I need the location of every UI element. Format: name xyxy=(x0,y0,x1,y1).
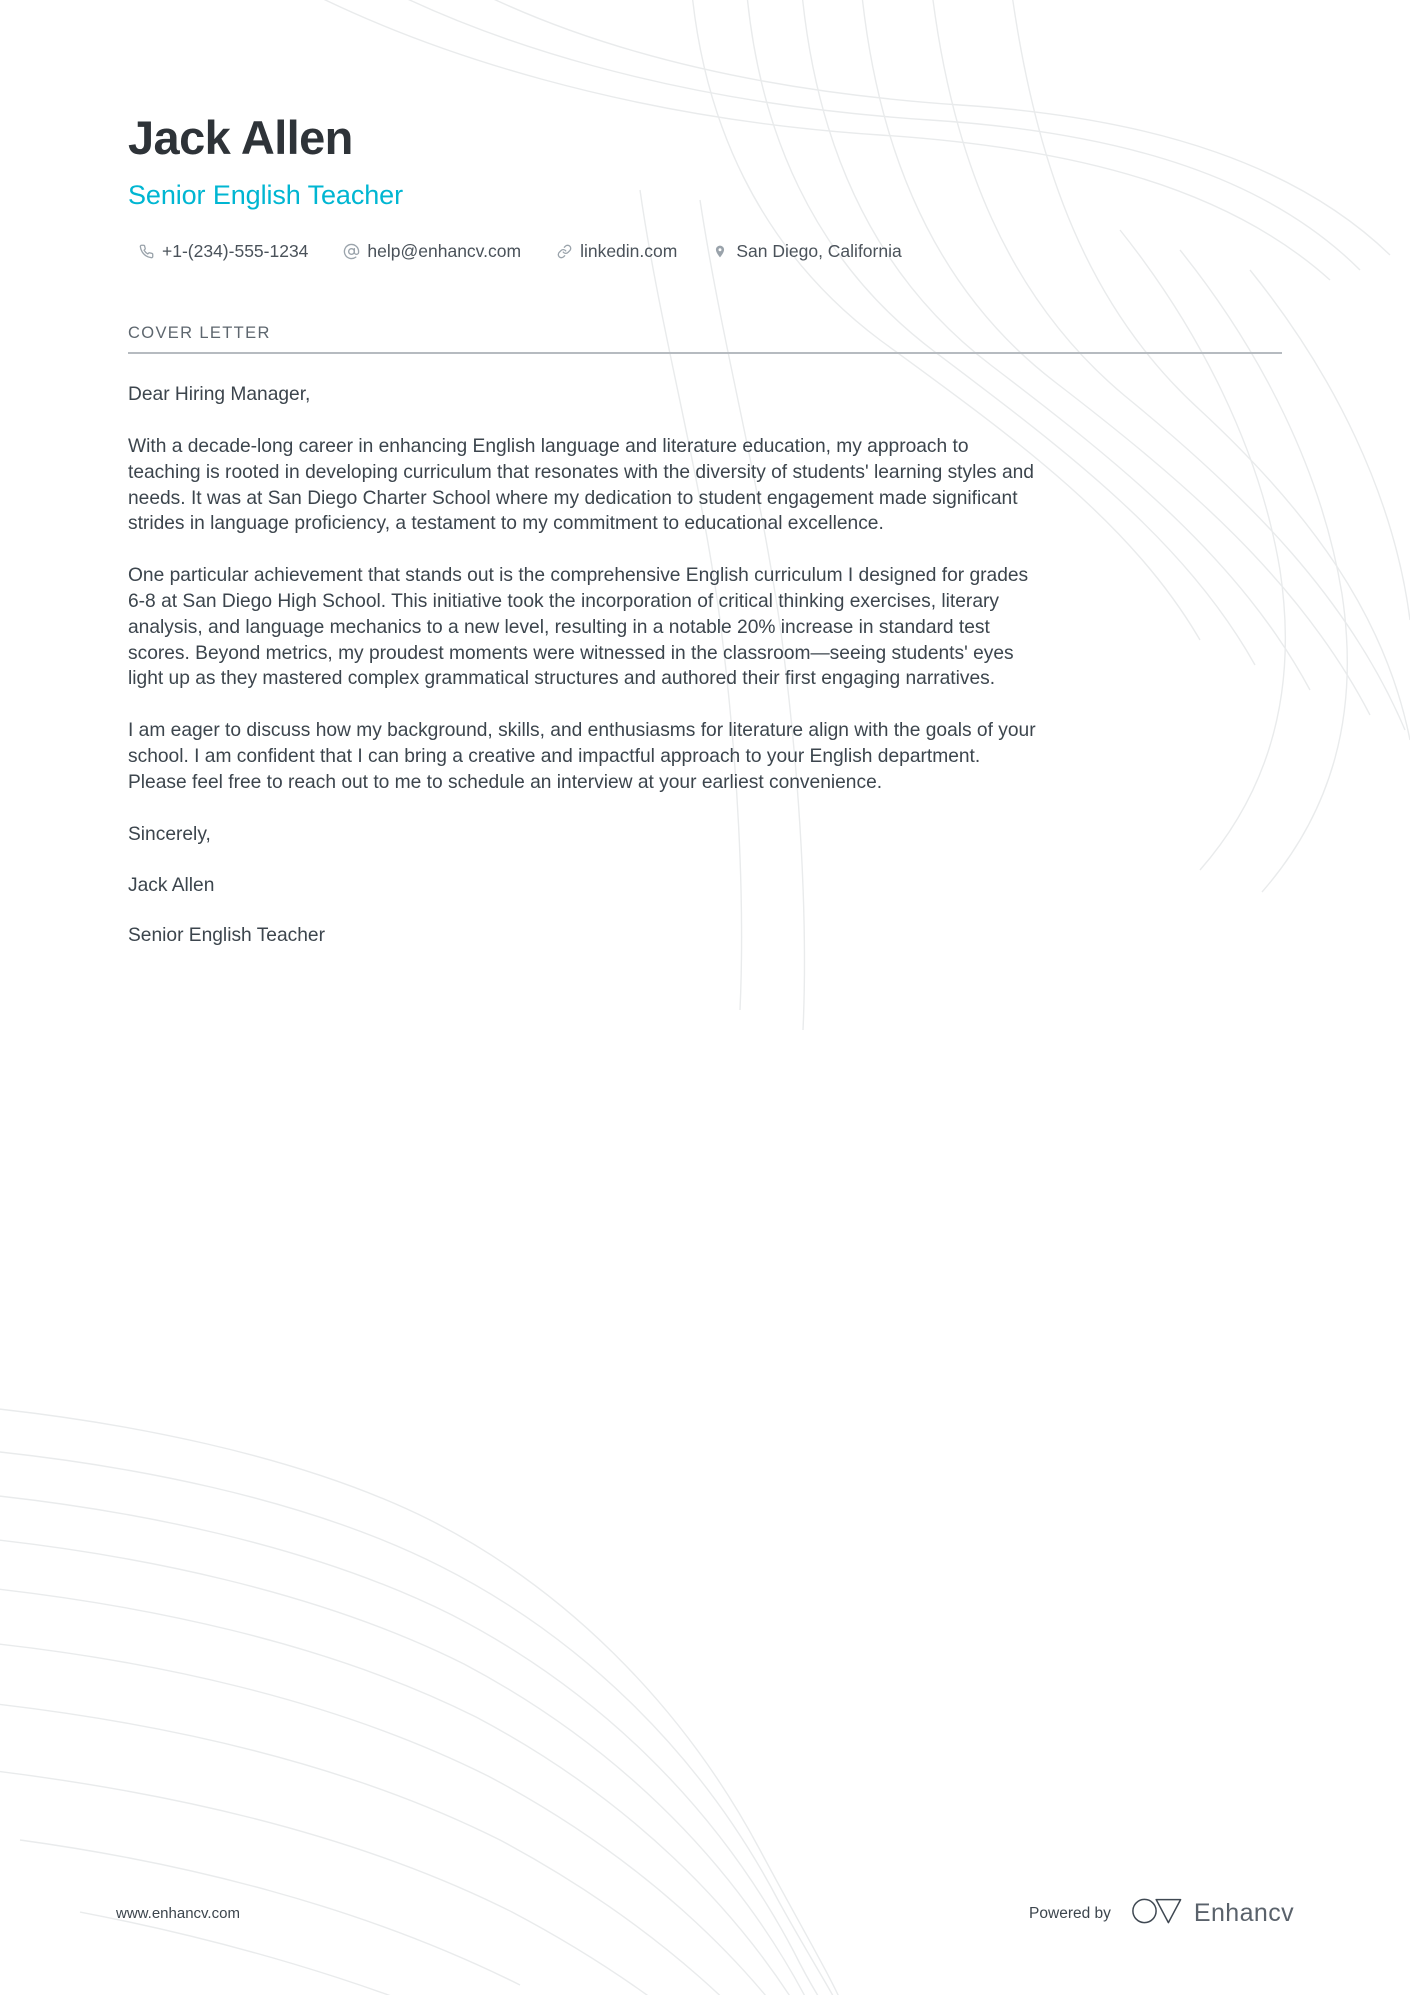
letter-paragraph-3: I am eager to discuss how my background, skills, and enthusiasms for literature align with the goals of your school. I am confident that I can bring a creative and impactful approach to your English department. Please feel free to reach out to me to schedule an interview at your earliest convenience. xyxy=(128,720,1036,793)
phone-icon xyxy=(137,243,155,261)
contact-linkedin[interactable] xyxy=(555,241,677,262)
page-footer xyxy=(0,1896,1410,1931)
letter-closing: Sincerely, xyxy=(128,823,211,845)
contact-linkedin-label: linkedin.com xyxy=(580,241,678,262)
brand-name: Enhancv xyxy=(1193,1899,1294,1927)
letter-content xyxy=(0,0,1410,949)
cover-letter-section xyxy=(128,262,1282,949)
letter-signature-name: Jack Allen xyxy=(128,874,215,896)
letter-header xyxy=(128,0,1282,262)
letter-paragraph-1: With a decade-long career in enhancing English language and literature education, my approach to teaching is rooted in developing curriculum that resonates with the diversity of students' learning styles and needs. It was at San Diego Charter School where my dedication to student engagement made significant strides in language proficiency, a testament to my commitment to educational excellence. xyxy=(128,435,1034,535)
link-icon xyxy=(555,243,573,261)
letter-body xyxy=(128,354,1282,949)
contact-email-label: help@enhancv.com xyxy=(367,241,522,262)
location-pin-icon xyxy=(711,243,729,261)
job-title: Senior English Teacher xyxy=(128,179,403,210)
powered-by-label: Powered by xyxy=(1029,1904,1111,1922)
at-sign-icon xyxy=(342,243,360,261)
contact-row xyxy=(128,211,1282,262)
contact-location[interactable] xyxy=(711,241,901,262)
page-title: Jack Allen xyxy=(128,111,353,164)
letter-signature-title: Senior English Teacher xyxy=(128,925,325,947)
letter-paragraph-2: One particular achievement that stands out is the comprehensive English curriculum I designed for grades 6-8 at San Diego High School. This initiative took the incorporation of critical thinking exercises, literary analysis, and language mechanics to a new level, resulting in a notable 20% increase in standard test scores. Beyond metrics, my proudest moments were witnessed in the classroom—seeing students' eyes light up as they mastered complex grammatical structures and authored their first engaging narratives. xyxy=(128,565,1029,690)
contact-phone[interactable] xyxy=(137,241,308,262)
footer-brand xyxy=(1029,1896,1294,1931)
contact-location-label: San Diego, California xyxy=(736,241,902,262)
section-title: COVER LETTER xyxy=(128,324,271,343)
contact-email[interactable] xyxy=(342,241,521,262)
contact-phone-label: +1-(234)-555-1234 xyxy=(162,241,309,262)
letter-salutation: Dear Hiring Manager, xyxy=(128,384,311,406)
enhancv-logo-icon xyxy=(1131,1896,1183,1931)
footer-website-url[interactable]: www.enhancv.com xyxy=(116,1905,240,1922)
